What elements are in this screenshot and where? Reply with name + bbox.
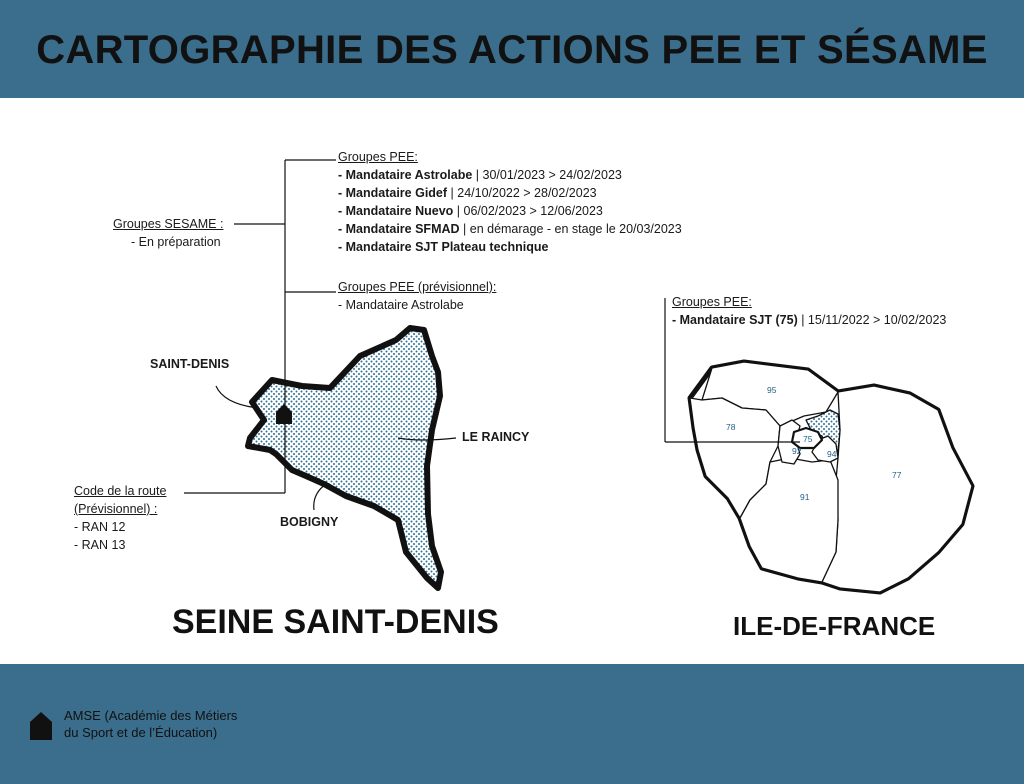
- list-item: - Mandataire Astrolabe: [338, 298, 464, 312]
- house-icon: [28, 710, 54, 740]
- dept-77: [822, 386, 972, 592]
- groupes-sesame-heading: Groupes SESAME :: [113, 217, 224, 231]
- seine-saint-denis-outline: [248, 328, 441, 588]
- idf-groupes-pee-block: [672, 293, 946, 329]
- dept-label: 77: [892, 470, 902, 480]
- groupes-pee-heading: Groupes PEE:: [338, 150, 418, 164]
- dept-label: 92: [792, 446, 802, 456]
- groupes-pee-block: [338, 148, 682, 256]
- groupes-pee-previsionnel-heading: Groupes PEE (prévisionnel):: [338, 280, 497, 294]
- list-item: - Mandataire Astrolabe | 30/01/2023 > 24/02/2023: [338, 168, 622, 182]
- list-item: - Mandataire Gidef | 24/10/2022 > 28/02/2023: [338, 186, 597, 200]
- dept-label: 91: [800, 492, 810, 502]
- footer-org-line1: AMSE (Académie des Métiers: [64, 708, 238, 723]
- city-label-bobigny: BOBIGNY: [280, 515, 339, 529]
- footer-org-line2: du Sport et de l’Éducation): [64, 725, 218, 740]
- code-route-block: [74, 482, 166, 554]
- list-item: - Mandataire SJT (75) | 15/11/2022 > 10/02/2023: [672, 313, 947, 327]
- list-item: - Mandataire Nuevo | 06/02/2023 > 12/06/2023: [338, 204, 603, 218]
- dept-label: 78: [726, 422, 736, 432]
- footer-organization: [64, 707, 284, 741]
- city-label-le-raincy: LE RAINCY: [462, 430, 530, 444]
- list-item: - RAN 12: [74, 520, 126, 534]
- groupes-sesame-block: [113, 215, 223, 251]
- footer-band: [0, 664, 1024, 784]
- city-label-saint-denis: SAINT-DENIS: [150, 357, 230, 371]
- code-route-heading-2: (Prévisionnel) :: [74, 502, 158, 516]
- code-route-heading: Code de la route: [74, 484, 167, 498]
- page-title: CARTOGRAPHIE DES ACTIONS PEE ET SÉSAME: [36, 28, 988, 72]
- groupes-pee-previsionnel-block: [338, 278, 496, 314]
- list-item: - RAN 13: [74, 538, 126, 552]
- list-item: - Mandataire SJT Plateau technique: [338, 240, 549, 254]
- map-title-ile-de-france: ILE-DE-FRANCE: [733, 611, 936, 641]
- list-item: - Mandataire SFMAD | en démarage - en stage le 20/03/2023: [338, 222, 682, 236]
- dept-label: 95: [767, 385, 777, 395]
- dept-label: 75: [803, 434, 813, 444]
- map-title-seine-saint-denis: SEINE SAINT-DENIS: [172, 603, 499, 641]
- list-item: - En préparation: [131, 235, 221, 249]
- idf-groupes-pee-heading: Groupes PEE:: [672, 295, 752, 309]
- dept-label: 94: [827, 449, 837, 459]
- ile-de-france-map: [690, 362, 972, 592]
